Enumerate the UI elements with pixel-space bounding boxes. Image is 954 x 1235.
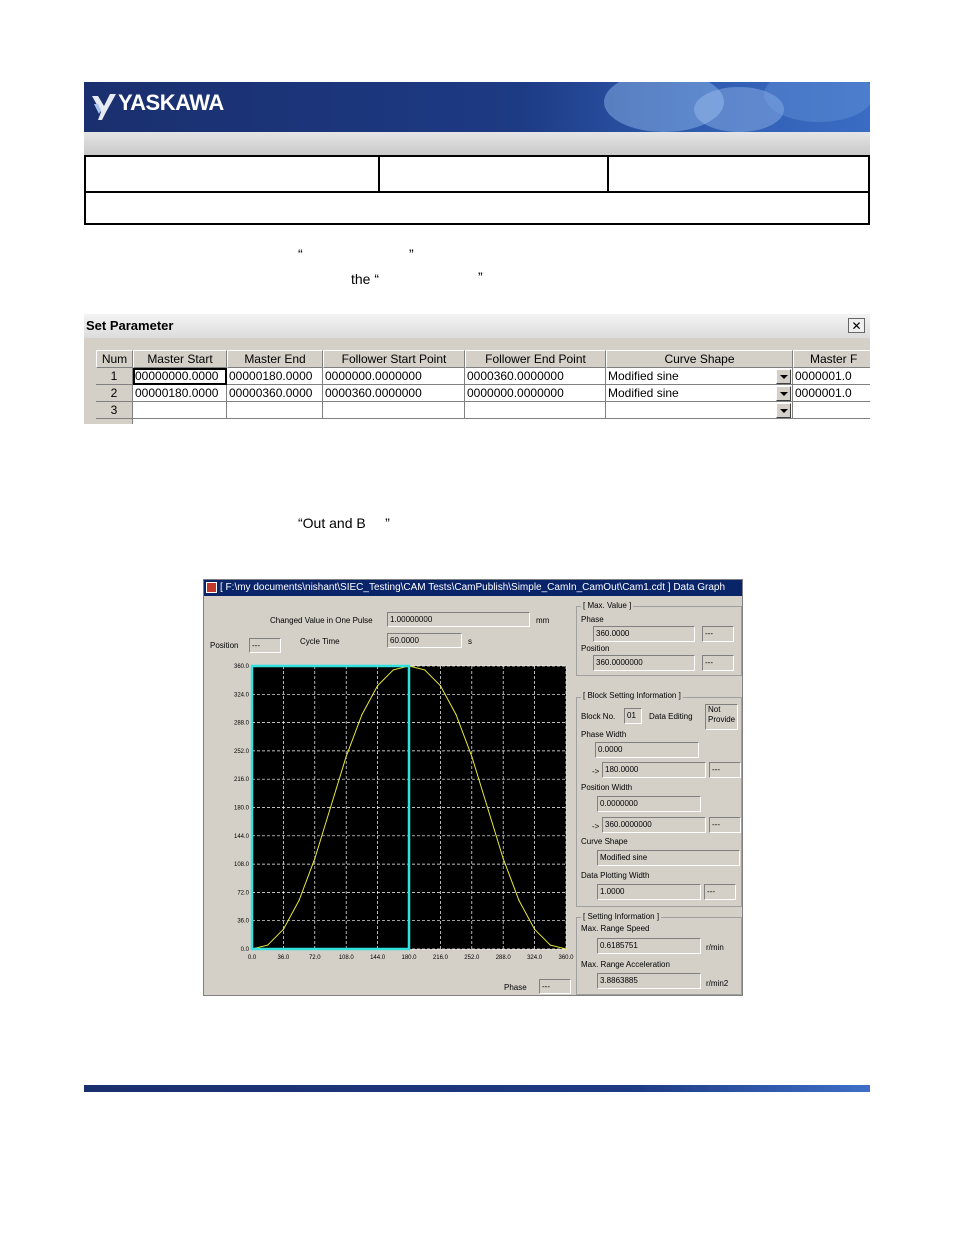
arrow-label: -> — [592, 767, 600, 776]
x-tick-label: 324.0 — [527, 955, 543, 961]
max-position-field[interactable]: 360.0000000 — [593, 655, 695, 671]
data-graph-window — [203, 579, 743, 996]
block-no-field[interactable]: 01 — [624, 708, 642, 724]
max-accel-unit: r/min2 — [706, 979, 729, 988]
data-point — [314, 858, 315, 859]
cell-follower-start[interactable] — [323, 402, 465, 419]
arrow-label: -> — [592, 822, 600, 831]
phase-width-to-field[interactable]: 180.0000 — [602, 762, 706, 778]
curve-shape-label: Curve Shape — [581, 837, 628, 846]
max-accel-field[interactable]: 3.8863885 — [597, 973, 701, 989]
y-tick-label: 252.0 — [233, 748, 249, 755]
data-plotting-label: Data Plotting Width — [581, 871, 650, 880]
data-point — [267, 944, 268, 945]
x-tick-label: 180.0 — [401, 955, 417, 961]
phase-width-extra[interactable]: --- — [709, 762, 741, 778]
position-width-from-field[interactable]: 0.0000000 — [597, 796, 701, 812]
position-label: Position — [210, 641, 239, 650]
max-phase-extra[interactable]: --- — [702, 626, 734, 642]
cycle-time-label: Cycle Time — [300, 637, 340, 646]
data-point — [503, 858, 504, 859]
data-point — [471, 756, 472, 757]
close-button[interactable]: ✕ — [848, 318, 865, 333]
x-tick-label: 36.0 — [277, 955, 290, 961]
data-point — [565, 948, 566, 949]
row-number — [96, 419, 133, 424]
block-no-label: Block No. — [581, 712, 616, 721]
data-point — [393, 669, 394, 670]
data-point — [330, 807, 331, 808]
data-point — [440, 685, 441, 686]
header-cell — [609, 157, 868, 193]
paragraph-text: the “ — [351, 271, 380, 287]
x-tick-label: 72.0 — [308, 955, 321, 961]
cell-curve-shape[interactable] — [606, 402, 793, 419]
group-title: [ Setting Information ] — [583, 912, 660, 921]
cam-profile-chart — [204, 660, 576, 970]
y-tick-label: 36.0 — [237, 918, 249, 925]
y-tick-label: 216.0 — [233, 777, 249, 784]
cell-master-start[interactable]: 00000180.0000 — [133, 385, 227, 402]
y-tick-label: 144.0 — [233, 833, 249, 840]
y-tick-label: 108.0 — [233, 862, 249, 869]
max-position-label: Position — [581, 644, 610, 653]
paragraph-text: “Out and B ” — [298, 515, 390, 531]
brand-logo-text: YASKAWA — [118, 90, 224, 115]
position-width-to-field[interactable]: 360.0000000 — [602, 817, 706, 833]
cell-master-end[interactable]: 00000360.0000 — [227, 385, 323, 402]
header-cell — [380, 157, 609, 193]
data-point — [283, 929, 284, 930]
cell-master-end[interactable]: 00000180.0000 — [227, 368, 323, 385]
group-title: [ Block Setting Information ] — [583, 691, 681, 700]
chevron-down-icon[interactable] — [776, 386, 791, 401]
cell-follower-end[interactable]: 0000000.0000000 — [465, 385, 606, 402]
max-phase-field[interactable]: 360.0000 — [593, 626, 695, 642]
y-tick-label: 324.0 — [233, 692, 249, 699]
data-editing-label: Data Editing — [649, 712, 693, 721]
x-tick-label: 0.0 — [247, 955, 257, 961]
header-cell — [86, 157, 380, 193]
cell-curve-shape[interactable]: Modified sine — [606, 368, 793, 385]
chevron-down-icon[interactable] — [776, 369, 791, 384]
column-header-follower-start[interactable]: Follower Start Point — [323, 350, 465, 368]
cycle-time-unit: s — [468, 637, 472, 646]
y-tick-label: 180.0 — [233, 805, 249, 812]
cell-follower-start[interactable]: 0000000.0000000 — [323, 368, 465, 385]
row-number[interactable]: 3 — [96, 402, 133, 419]
set-parameter-window — [84, 314, 870, 424]
row-number[interactable]: 1 — [96, 368, 133, 385]
x-tick-label: 252.0 — [464, 955, 480, 961]
cell-master-start[interactable]: 00000000.0000 — [133, 368, 227, 385]
data-plotting-extra[interactable]: --- — [704, 884, 736, 900]
x-tick-label: 108.0 — [338, 955, 354, 961]
changed-value-label: Changed Value in One Pulse — [270, 616, 373, 625]
cell-master-f[interactable]: 0000001.0 — [793, 385, 870, 402]
data-point — [487, 807, 488, 808]
max-position-extra[interactable]: --- — [702, 655, 734, 671]
footer-bar — [84, 1085, 870, 1092]
header-cell-wide — [86, 193, 868, 223]
position-field[interactable]: --- — [249, 638, 281, 653]
max-speed-label: Max. Range Speed — [581, 924, 650, 933]
data-editing-value: Provide — [708, 715, 736, 724]
cell-follower-end[interactable] — [465, 402, 606, 419]
data-editing-field[interactable] — [705, 704, 738, 730]
y-tick-label: 0.0 — [240, 947, 249, 953]
position-width-label: Position Width — [581, 783, 633, 792]
x-tick-label: 288.0 — [495, 955, 511, 961]
data-point — [424, 669, 425, 670]
parameter-grid — [96, 350, 870, 424]
y-tick-label: 360.0 — [233, 664, 249, 670]
cell-follower-start[interactable]: 0000360.0000000 — [323, 385, 465, 402]
data-point — [377, 685, 378, 686]
column-header-master-start[interactable]: Master Start — [133, 350, 227, 368]
max-accel-label: Max. Range Acceleration — [581, 960, 670, 969]
max-phase-label: Phase — [581, 615, 604, 624]
window-title: Set Parameter — [84, 314, 870, 338]
data-editing-value: Not — [708, 705, 721, 714]
paragraph-quote-close: ” — [409, 246, 414, 262]
document-header-table — [84, 155, 870, 225]
cell-master-start[interactable] — [133, 402, 227, 419]
paragraph-quote-close: ” — [478, 269, 483, 285]
max-speed-field[interactable]: 0.6185751 — [597, 938, 701, 954]
window-title-bar — [204, 580, 743, 596]
phase-width-from-field[interactable]: 0.0000 — [595, 742, 699, 758]
cycle-time-field[interactable]: 60.0000 — [387, 633, 462, 648]
column-header-num[interactable]: Num — [96, 350, 133, 368]
cell-follower-end[interactable]: 0000360.0000000 — [465, 368, 606, 385]
changed-value-unit: mm — [536, 616, 550, 625]
column-header-curve-shape[interactable]: Curve Shape — [606, 350, 793, 368]
changed-value-field[interactable]: 1.00000000 — [387, 612, 530, 627]
y-tick-label: 72.0 — [237, 890, 249, 897]
yaskawa-logo-icon — [90, 90, 118, 122]
cell-master-end[interactable] — [227, 402, 323, 419]
chevron-down-icon[interactable] — [776, 403, 791, 418]
data-point — [299, 900, 300, 901]
app-icon — [206, 582, 217, 593]
x-tick-label: 360.0 — [558, 955, 574, 961]
data-plotting-field[interactable]: 1.0000 — [597, 884, 701, 900]
y-tick-label: 288.0 — [233, 720, 249, 727]
column-header-follower-end[interactable]: Follower End Point — [465, 350, 606, 368]
position-width-extra[interactable]: --- — [709, 817, 741, 833]
paragraph-quote-open: “ — [298, 246, 303, 262]
group-title: [ Max. Value ] — [583, 601, 632, 610]
data-point — [346, 756, 347, 757]
data-point — [534, 929, 535, 930]
phase-field[interactable]: --- — [539, 979, 571, 994]
curve-shape-field[interactable]: Modified sine — [597, 850, 740, 866]
data-point — [550, 944, 551, 945]
cell-master-f[interactable]: 0000001.0 — [793, 368, 870, 385]
column-header-master-f[interactable]: Master F — [793, 350, 870, 368]
cell-curve-shape[interactable]: Modified sine — [606, 385, 793, 402]
column-header-master-end[interactable]: Master End — [227, 350, 323, 368]
phase-width-label: Phase Width — [581, 730, 627, 739]
window-title: [ F:\my documents\nishant\SIEC_Testing\CAM Tests\CamPublish\Simple_CamIn_CamOut\Cam1.cdt ] Data Graph — [220, 582, 726, 593]
x-tick-label: 216.0 — [432, 955, 448, 961]
max-speed-unit: r/min — [706, 943, 724, 952]
cell-master-f[interactable] — [793, 402, 870, 419]
row-number[interactable]: 2 — [96, 385, 133, 402]
data-point — [456, 714, 457, 715]
data-point — [361, 714, 362, 715]
phase-label: Phase — [504, 983, 527, 992]
banner-strip — [84, 132, 870, 155]
x-tick-label: 144.0 — [370, 955, 386, 961]
data-point — [518, 900, 519, 901]
